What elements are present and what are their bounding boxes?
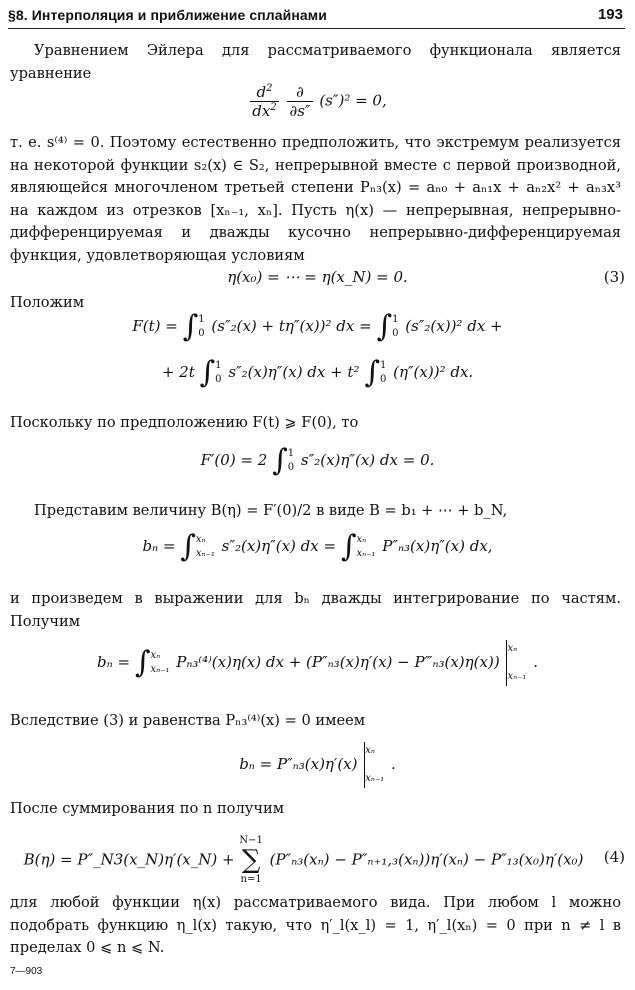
limit-lower: 0 [379, 374, 387, 385]
limit-upper: xₙ [356, 534, 367, 545]
limit-upper: xₙ [365, 745, 375, 756]
eq4-a: B(η) = P″_N3(x_N)η′(x_N) + [23, 850, 235, 869]
limit-lower: 0 [287, 462, 295, 473]
paragraph-conclusion: для любой функции η(x) рассматриваемого вида. При любом l можно подобрать функцию η_l(x) такую, что η′_l(x_l) = 1, η′_l(xₙ) = 0 при n ≠ l в пределах 0 ⩽ n ⩽ N. [10, 894, 621, 956]
equation-F-line2 [0, 355, 635, 390]
eqFp-b: s″₂(x)η″(x) dx = 0. [300, 451, 435, 469]
integral-sign: ∫ [134, 645, 151, 680]
paragraph-assumption: Поскольку по предположению F(t) ⩾ F(0), то [10, 414, 359, 431]
equation-euler [0, 83, 635, 120]
paragraph-extremum: т. е. s⁽⁴⁾ = 0. Поэтому естественно предположить, что экстремум реализуется на некоторой функции s₂(x) ∈ S₂, непрерывной вместе с первой производной, являющейся многочленом третьей степени Pₙ₃(x) = aₙ₀ + aₙ₁x + aₙ₂x² + aₙ₃x³ на каждом из отрезков [xₙ₋₁, xₙ]. Пусть η(x) — непрерывная, непрерывно-дифференцируемая и дважды кусочно непрерывно-дифференцируемая функция, удовлетворяющая условиям [10, 134, 621, 264]
limit-upper: 1 [287, 448, 295, 459]
page-number: 193 [597, 6, 623, 23]
paragraph-euler: Уравнением Эйлера для рассматриваемого функционала является уравнение [10, 42, 621, 82]
equation-4 [0, 834, 621, 887]
paragraph-integration: и произведем в выражении для bₙ дважды интегрирование по частям. Получим [10, 590, 621, 630]
eqF-l2-c: (η″(x))² dx. [393, 363, 474, 381]
sum-upper: N−1 [239, 835, 263, 846]
eqbn-a: bₙ = [142, 537, 176, 555]
eqbn2-a: bₙ = [97, 653, 131, 671]
integral-limits [288, 447, 294, 475]
sigma-sign: ∑ [241, 845, 261, 875]
eqF-l2-a: + 2t [161, 363, 195, 381]
integral-limits [380, 359, 386, 387]
limit-upper: 1 [392, 314, 399, 325]
eqF-l1-b: (s″₂(x) + tη″(x))² dx = [211, 317, 372, 335]
limit-lower: xₙ₋₁ [195, 548, 215, 559]
integral-limits [215, 359, 221, 387]
equation-bn-final: bₙ = P″ₙ₃(x)η′(x) xₙ xₙ₋₁ . [0, 742, 635, 788]
equation-4-label: (4) [603, 848, 625, 866]
limit-lower: 0 [215, 374, 222, 385]
integral-sign: ∫ [272, 443, 288, 478]
integral-sign: ∫ [182, 309, 199, 344]
paragraph-polozhim: Положим [10, 294, 85, 311]
integral-sign: ∫ [340, 529, 357, 564]
equation-Fprime [0, 443, 635, 478]
eqbn-c: P″ₙ₃(x)η″(x) dx, [382, 537, 493, 555]
eqbn2-b: Pₙ₃⁽⁴⁾(x)η(x) dx + (P″ₙ₃(x)η′(x) − P‴ₙ₃(x)η(x)) [176, 653, 500, 671]
equation-euler-rhs: (s″)² = 0, [319, 91, 387, 110]
evaluation-limits [365, 744, 384, 786]
limit-lower: xₙ₋₁ [507, 671, 527, 682]
limit-upper: xₙ [507, 643, 518, 654]
equation-bn [0, 529, 635, 564]
fraction-d2-dx2: $\frac{d^2}{dx^2}$ [252, 83, 277, 120]
paragraph-consequence: Вследствие (3) и равенства Pₙ₃⁽⁴⁾(x) = 0 имеем [10, 712, 366, 729]
integral-sign: ∫ [180, 529, 196, 564]
integral-limits [356, 533, 375, 561]
integral-sign: ∫ [364, 355, 380, 390]
equation-3 [0, 268, 635, 286]
limit-lower: 0 [198, 328, 205, 339]
integral-sign: ∫ [376, 309, 393, 344]
eqF-l1-a: F(t) = [132, 317, 178, 335]
sum-lower: n=1 [240, 874, 262, 885]
limit-lower: xₙ₋₁ [356, 548, 376, 559]
equation-F-line1 [0, 309, 635, 344]
eq4-b: (P″ₙ₃(xₙ) − P″ₙ₊₁,₃(xₙ))η′(xₙ) − P″₁₃(x₀)η′(x₀) [269, 850, 584, 869]
fraction-d-ds: $\frac{\partial}{\partial s''}$ [289, 83, 311, 120]
integral-limits [196, 533, 215, 561]
eqbn-b: s″₂(x)η″(x) dx = [221, 537, 337, 555]
limit-lower: xₙ₋₁ [365, 773, 385, 784]
limit-upper: xₙ [195, 534, 206, 545]
integral-limits [392, 313, 398, 341]
sum-operator [239, 834, 263, 887]
equation-bn-parts: bₙ = ∫xₙ xₙ₋₁ Pₙ₃⁽⁴⁾(x)η(x) dx + (P″ₙ₃(x)η′(x) − P‴ₙ₃(x)η(x)) xₙ xₙ₋₁ . [0, 640, 635, 686]
eqFp-a: F′(0) = 2 [200, 451, 268, 469]
printer-signature: 7—903 [10, 966, 43, 977]
paragraph-B: Представим величину B(η) = F′(0)/2 в виде B = b₁ + ⋯ + b_N, [34, 502, 508, 519]
paragraph-summation: После суммирования по n получим [10, 800, 285, 817]
header-title: §8. Интерполяция и приближение сплайнами [8, 7, 327, 23]
eqF-l2-b: s″₂(x)η″(x) dx + t² [228, 363, 360, 381]
limit-upper: xₙ [150, 650, 161, 661]
equation-3-label: (3) [603, 268, 625, 286]
limit-upper: 1 [198, 314, 205, 325]
limit-upper: 1 [215, 360, 222, 371]
integral-sign: ∫ [199, 355, 216, 390]
limit-lower: xₙ₋₁ [150, 664, 170, 675]
running-header [8, 4, 625, 29]
evaluation-limits [507, 642, 526, 684]
eqbn3-a: bₙ = P″ₙ₃(x)η′(x) [239, 755, 358, 773]
equation-3-body: η(x₀) = ⋯ = η(x_N) = 0. [227, 268, 408, 286]
limit-lower: 0 [392, 328, 399, 339]
integral-limits [198, 313, 204, 341]
limit-upper: 1 [379, 360, 387, 371]
eqF-l1-c: (s″₂(x))² dx + [405, 317, 503, 335]
integral-limits [150, 649, 169, 677]
